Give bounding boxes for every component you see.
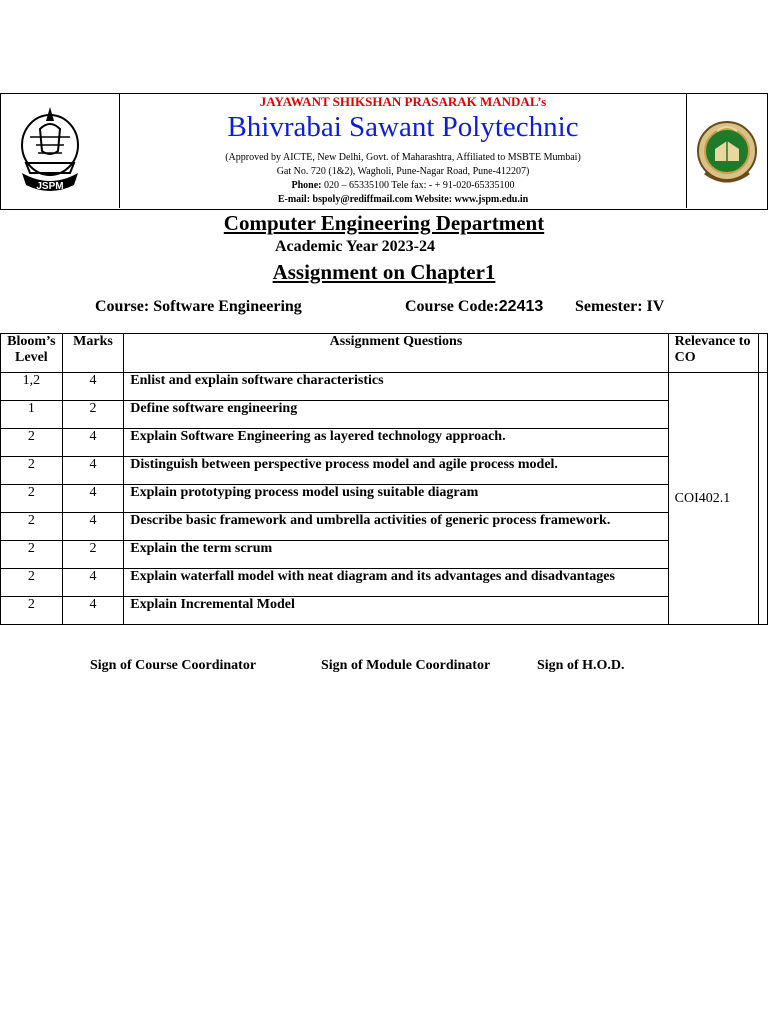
marks-cell: 2 (62, 541, 124, 569)
table-row (1, 569, 768, 597)
email-line: E-mail: bspoly@rediffmail.com Website: www.jspm.edu.in (277, 194, 529, 205)
bloom-cell: 2 (1, 569, 63, 597)
assignment-title: Assignment on Chapter1 (272, 260, 496, 284)
phone-text: 020 – 65335100 Tele fax: - + 91-020-65335100 (321, 180, 515, 191)
marks-cell: 4 (62, 429, 124, 457)
marks-header: Marks (62, 334, 124, 373)
bloom-cell: 2 (1, 457, 63, 485)
question-cell: Explain the term scrum (124, 541, 668, 569)
address-line: Gat No. 720 (1&2), Wagholi, Pune-Nagar Road, Pune-412207) (276, 166, 530, 177)
bloom-header: Bloom’s Level (1, 334, 63, 373)
department-title: Computer Engineering Department (223, 211, 545, 235)
sign-hod: Sign of H.O.D. (537, 658, 625, 673)
course-code (405, 298, 543, 316)
table-row (1, 373, 768, 401)
extra-cell (759, 373, 768, 625)
question-header: Assignment Questions (124, 334, 668, 373)
phone-label: Phone: (291, 180, 322, 191)
bloom-cell: 2 (1, 485, 63, 513)
bloom-cell: 2 (1, 541, 63, 569)
marks-cell: 4 (62, 457, 124, 485)
marks-cell: 4 (62, 513, 124, 541)
phone-line (120, 180, 686, 191)
table-row (1, 457, 768, 485)
bloom-cell: 2 (1, 429, 63, 457)
semester: Semester: IV (575, 298, 665, 315)
question-cell: Define software engineering (124, 401, 668, 429)
college-name: Bhivrabai Sawant Polytechnic (227, 111, 579, 143)
question-cell: Explain prototyping process model using suitable diagram (124, 485, 668, 513)
assignment-table (0, 333, 768, 625)
co-cell: COI402.1 (668, 373, 759, 625)
mandal-name: JAYAWANT SHIKSHAN PRASARAK MANDAL’s (259, 94, 547, 109)
academic-year: Academic Year 2023-24 (275, 238, 435, 255)
bloom-cell: 2 (1, 597, 63, 625)
extra-header (759, 334, 768, 373)
marks-cell: 4 (62, 485, 124, 513)
co-header: Relevance to CO (668, 334, 759, 373)
marks-cell: 4 (62, 597, 124, 625)
course-code-value: 22413 (498, 298, 544, 315)
bloom-cell: 2 (1, 513, 63, 541)
course-code-label: Course Code: (405, 298, 499, 315)
question-cell: Explain waterfall model with neat diagram and its advantages and disadvantages (124, 569, 668, 597)
letterhead (0, 93, 768, 209)
emblem-cell (686, 93, 767, 208)
jspm-logo-icon (0, 93, 119, 208)
bloom-cell: 1,2 (1, 373, 63, 401)
question-cell: Distinguish between perspective process model and agile process model. (124, 457, 668, 485)
table-row (1, 485, 768, 513)
table-row (1, 429, 768, 457)
sign-course-coordinator: Sign of Course Coordinator (90, 658, 257, 673)
table-row (1, 541, 768, 569)
course-name: Course: Software Engineering (95, 298, 302, 315)
jspm-logo-cell (0, 93, 120, 208)
table-row (1, 401, 768, 429)
table-row (1, 597, 768, 625)
question-cell: Describe basic framework and umbrella activities of generic process framework. (124, 513, 668, 541)
sign-module-coordinator: Sign of Module Coordinator (321, 658, 491, 673)
question-cell: Explain Incremental Model (124, 597, 668, 625)
emblem-logo-icon (687, 93, 767, 208)
question-cell: Enlist and explain software characteristics (124, 373, 668, 401)
marks-cell: 4 (62, 569, 124, 597)
marks-cell: 4 (62, 373, 124, 401)
table-header-row (1, 334, 768, 373)
jspm-logo-text: JSPM (36, 181, 64, 192)
question-cell: Explain Software Engineering as layered technology approach. (124, 429, 668, 457)
approval-line: (Approved by AICTE, New Delhi, Govt. of Maharashtra, Affiliated to MSBTE Mumbai) (225, 152, 581, 163)
table-row (1, 513, 768, 541)
bloom-cell: 1 (1, 401, 63, 429)
marks-cell: 2 (62, 401, 124, 429)
